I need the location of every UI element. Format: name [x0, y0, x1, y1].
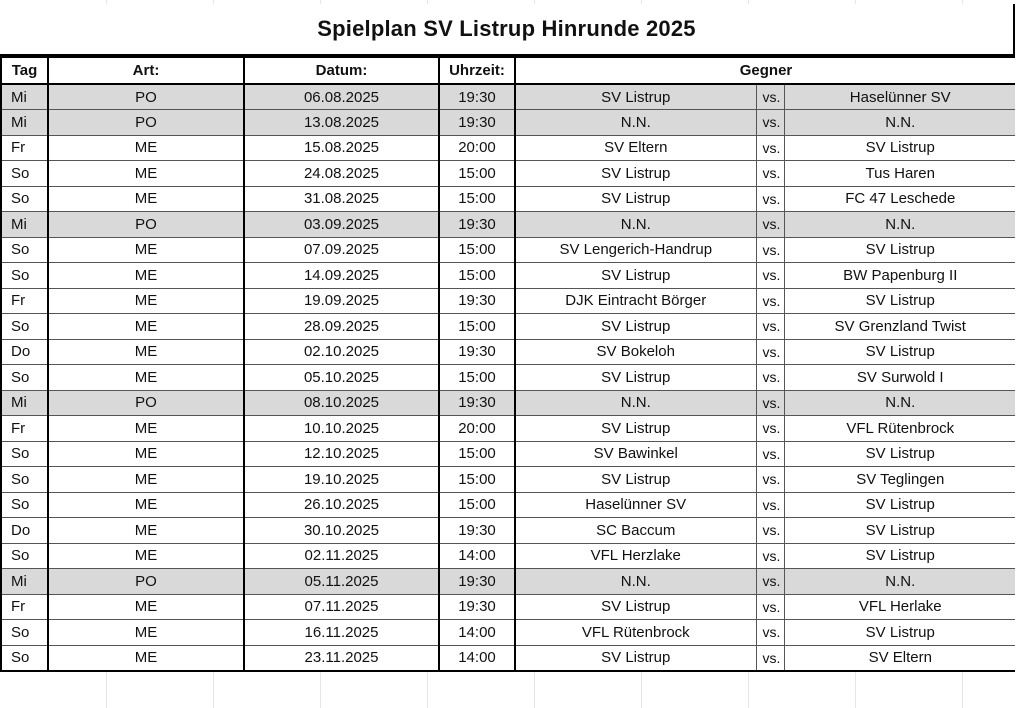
cell-away-team[interactable]: SV Listrup	[784, 620, 1017, 646]
cell-art[interactable]: ME	[48, 161, 244, 187]
cell-vs[interactable]: vs.	[756, 620, 784, 646]
cell-art[interactable]: ME	[48, 263, 244, 289]
cell-away-team[interactable]: SV Eltern	[784, 645, 1017, 671]
cell-away-team[interactable]: SV Listrup	[784, 543, 1017, 569]
cell-away-team[interactable]: N.N.	[784, 110, 1017, 136]
cell-away-team[interactable]: BW Papenburg II	[784, 263, 1017, 289]
cell-vs[interactable]: vs.	[756, 84, 784, 110]
table-row	[1, 416, 1017, 442]
cell-uhrzeit[interactable]: 19:30	[439, 288, 515, 314]
cell-vs[interactable]: vs.	[756, 263, 784, 289]
cell-home-team[interactable]: SV Listrup	[515, 161, 756, 187]
cell-tag[interactable]: Mi	[1, 110, 48, 136]
cell-art[interactable]: ME	[48, 645, 244, 671]
cell-away-team[interactable]: N.N.	[784, 390, 1017, 416]
cell-uhrzeit[interactable]: 15:00	[439, 492, 515, 518]
table-row	[1, 110, 1017, 136]
cell-home-team[interactable]: SV Bokeloh	[515, 339, 756, 365]
cell-tag[interactable]: So	[1, 543, 48, 569]
cell-uhrzeit[interactable]: 14:00	[439, 543, 515, 569]
table-row	[1, 645, 1017, 671]
cell-tag[interactable]: So	[1, 161, 48, 187]
cell-tag[interactable]: Mi	[1, 390, 48, 416]
cell-uhrzeit[interactable]: 15:00	[439, 186, 515, 212]
cell-home-team[interactable]: SV Listrup	[515, 186, 756, 212]
table-row	[1, 569, 1017, 595]
cell-away-team[interactable]: SV Teglingen	[784, 467, 1017, 493]
header-datum[interactable]: Datum:	[244, 57, 439, 84]
cell-tag[interactable]: So	[1, 441, 48, 467]
cell-home-team[interactable]: Haselünner SV	[515, 492, 756, 518]
cell-datum[interactable]: 02.11.2025	[244, 543, 439, 569]
cell-tag[interactable]: So	[1, 263, 48, 289]
cell-art[interactable]: ME	[48, 186, 244, 212]
cell-art[interactable]: ME	[48, 237, 244, 263]
cell-datum[interactable]: 23.11.2025	[244, 645, 439, 671]
table-row	[1, 339, 1017, 365]
cell-vs[interactable]: vs.	[756, 594, 784, 620]
cell-uhrzeit[interactable]: 15:00	[439, 263, 515, 289]
cell-tag[interactable]: Do	[1, 339, 48, 365]
cell-uhrzeit[interactable]: 19:30	[439, 84, 515, 110]
cell-datum[interactable]: 07.09.2025	[244, 237, 439, 263]
cell-away-team[interactable]: VFL Herlake	[784, 594, 1017, 620]
cell-home-team[interactable]: SV Listrup	[515, 314, 756, 340]
cell-home-team[interactable]: SC Baccum	[515, 518, 756, 544]
table-header	[1, 57, 1017, 84]
cell-tag[interactable]: Fr	[1, 288, 48, 314]
cell-home-team[interactable]: SV Bawinkel	[515, 441, 756, 467]
cell-tag[interactable]: So	[1, 645, 48, 671]
cell-datum[interactable]: 07.11.2025	[244, 594, 439, 620]
cell-tag[interactable]: So	[1, 237, 48, 263]
table-row	[1, 620, 1017, 646]
cell-uhrzeit[interactable]: 19:30	[439, 339, 515, 365]
cell-away-team[interactable]: N.N.	[784, 569, 1017, 595]
table-row	[1, 390, 1017, 416]
cell-away-team[interactable]: VFL Rütenbrock	[784, 416, 1017, 442]
cell-tag[interactable]: Do	[1, 518, 48, 544]
cell-uhrzeit[interactable]: 15:00	[439, 161, 515, 187]
table-row	[1, 135, 1017, 161]
cell-away-team[interactable]: SV Listrup	[784, 492, 1017, 518]
header-row	[1, 57, 1017, 84]
table-row	[1, 212, 1017, 238]
cell-tag[interactable]: Fr	[1, 416, 48, 442]
table-row	[1, 237, 1017, 263]
cell-uhrzeit[interactable]: 15:00	[439, 237, 515, 263]
cell-tag[interactable]: Fr	[1, 135, 48, 161]
header-gegner[interactable]: Gegner	[515, 57, 1017, 84]
cell-away-team[interactable]: SV Listrup	[784, 135, 1017, 161]
cell-vs[interactable]: vs.	[756, 237, 784, 263]
cell-away-team[interactable]: SV Listrup	[784, 288, 1017, 314]
cell-vs[interactable]: vs.	[756, 390, 784, 416]
cell-art[interactable]: ME	[48, 365, 244, 391]
cell-away-team[interactable]: SV Surwold I	[784, 365, 1017, 391]
cell-art[interactable]: PO	[48, 390, 244, 416]
cell-uhrzeit[interactable]: 19:30	[439, 110, 515, 136]
cell-home-team[interactable]: SV Listrup	[515, 263, 756, 289]
cell-datum[interactable]: 16.11.2025	[244, 620, 439, 646]
cell-home-team[interactable]: DJK Eintracht Börger	[515, 288, 756, 314]
cell-uhrzeit[interactable]: 15:00	[439, 441, 515, 467]
cell-uhrzeit[interactable]: 15:00	[439, 365, 515, 391]
cell-away-team[interactable]: Tus Haren	[784, 161, 1017, 187]
cell-tag[interactable]: So	[1, 186, 48, 212]
cell-vs[interactable]: vs.	[756, 492, 784, 518]
cell-home-team[interactable]: N.N.	[515, 390, 756, 416]
header-uhrzeit[interactable]: Uhrzeit:	[439, 57, 515, 84]
cell-vs[interactable]: vs.	[756, 416, 784, 442]
cell-art[interactable]: ME	[48, 314, 244, 340]
cell-vs[interactable]: vs.	[756, 161, 784, 187]
cell-art[interactable]: ME	[48, 492, 244, 518]
cell-art[interactable]: PO	[48, 84, 244, 110]
cell-home-team[interactable]: SV Listrup	[515, 84, 756, 110]
cell-datum[interactable]: 30.10.2025	[244, 518, 439, 544]
table-row	[1, 288, 1017, 314]
cell-away-team[interactable]: Haselünner SV	[784, 84, 1017, 110]
cell-datum[interactable]: 05.10.2025	[244, 365, 439, 391]
cell-datum[interactable]: 06.08.2025	[244, 84, 439, 110]
cell-home-team[interactable]: SV Lengerich-Handrup	[515, 237, 756, 263]
table-row	[1, 365, 1017, 391]
cell-art[interactable]: ME	[48, 594, 244, 620]
cell-art[interactable]: ME	[48, 135, 244, 161]
cell-vs[interactable]: vs.	[756, 186, 784, 212]
cell-art[interactable]: ME	[48, 416, 244, 442]
cell-uhrzeit[interactable]: 19:30	[439, 594, 515, 620]
cell-datum[interactable]: 19.09.2025	[244, 288, 439, 314]
table-row	[1, 263, 1017, 289]
table-row	[1, 186, 1017, 212]
cell-uhrzeit[interactable]: 14:00	[439, 620, 515, 646]
table-row	[1, 492, 1017, 518]
cell-home-team[interactable]: SV Listrup	[515, 365, 756, 391]
cell-vs[interactable]: vs.	[756, 314, 784, 340]
cell-art[interactable]: ME	[48, 441, 244, 467]
cell-datum[interactable]: 10.10.2025	[244, 416, 439, 442]
table-row	[1, 84, 1017, 110]
cell-home-team[interactable]: SV Listrup	[515, 645, 756, 671]
cell-art[interactable]: ME	[48, 288, 244, 314]
cell-datum[interactable]: 13.08.2025	[244, 110, 439, 136]
cell-datum[interactable]: 08.10.2025	[244, 390, 439, 416]
cell-uhrzeit[interactable]: 20:00	[439, 416, 515, 442]
cell-datum[interactable]: 12.10.2025	[244, 441, 439, 467]
cell-datum[interactable]: 14.09.2025	[244, 263, 439, 289]
cell-uhrzeit[interactable]: 19:30	[439, 518, 515, 544]
cell-uhrzeit[interactable]: 15:00	[439, 314, 515, 340]
cell-datum[interactable]: 24.08.2025	[244, 161, 439, 187]
cell-datum[interactable]: 02.10.2025	[244, 339, 439, 365]
table-row	[1, 161, 1017, 187]
cell-vs[interactable]: vs.	[756, 135, 784, 161]
cell-home-team[interactable]: SV Listrup	[515, 467, 756, 493]
cell-tag[interactable]: Mi	[1, 212, 48, 238]
cell-home-team[interactable]: SV Listrup	[515, 416, 756, 442]
cell-datum[interactable]: 28.09.2025	[244, 314, 439, 340]
cell-uhrzeit[interactable]: 20:00	[439, 135, 515, 161]
cell-vs[interactable]: vs.	[756, 518, 784, 544]
cell-vs[interactable]: vs.	[756, 441, 784, 467]
cell-uhrzeit[interactable]: 19:30	[439, 569, 515, 595]
cell-uhrzeit[interactable]: 15:00	[439, 467, 515, 493]
cell-datum[interactable]: 15.08.2025	[244, 135, 439, 161]
cell-art[interactable]: PO	[48, 110, 244, 136]
cell-art[interactable]: PO	[48, 569, 244, 595]
cell-vs[interactable]: vs.	[756, 645, 784, 671]
cell-uhrzeit[interactable]: 19:30	[439, 390, 515, 416]
cell-home-team[interactable]: VFL Herzlake	[515, 543, 756, 569]
cell-home-team[interactable]: N.N.	[515, 110, 756, 136]
cell-tag[interactable]: So	[1, 314, 48, 340]
cell-art[interactable]: PO	[48, 212, 244, 238]
cell-art[interactable]: ME	[48, 518, 244, 544]
cell-home-team[interactable]: VFL Rütenbrock	[515, 620, 756, 646]
header-tag[interactable]: Tag	[1, 57, 48, 84]
sheet-edge	[1015, 0, 1024, 708]
cell-art[interactable]: ME	[48, 339, 244, 365]
cell-away-team[interactable]: SV Listrup	[784, 441, 1017, 467]
cell-datum[interactable]: 05.11.2025	[244, 569, 439, 595]
table-row	[1, 441, 1017, 467]
cell-home-team[interactable]: N.N.	[515, 212, 756, 238]
cell-vs[interactable]: vs.	[756, 110, 784, 136]
cell-vs[interactable]: vs.	[756, 212, 784, 238]
table-row	[1, 314, 1017, 340]
cell-away-team[interactable]: N.N.	[784, 212, 1017, 238]
cell-vs[interactable]: vs.	[756, 288, 784, 314]
table-body	[1, 84, 1017, 671]
cell-vs[interactable]: vs.	[756, 339, 784, 365]
cell-datum[interactable]: 26.10.2025	[244, 492, 439, 518]
table-row	[1, 543, 1017, 569]
cell-away-team[interactable]: SV Listrup	[784, 339, 1017, 365]
cell-vs[interactable]: vs.	[756, 569, 784, 595]
cell-away-team[interactable]: SV Listrup	[784, 237, 1017, 263]
cell-art[interactable]: ME	[48, 543, 244, 569]
cell-tag[interactable]: So	[1, 467, 48, 493]
cell-tag[interactable]: So	[1, 620, 48, 646]
table-row	[1, 518, 1017, 544]
cell-vs[interactable]: vs.	[756, 365, 784, 391]
cell-home-team[interactable]: SV Listrup	[515, 594, 756, 620]
cell-datum[interactable]: 19.10.2025	[244, 467, 439, 493]
cell-uhrzeit[interactable]: 14:00	[439, 645, 515, 671]
cell-away-team[interactable]: SV Listrup	[784, 518, 1017, 544]
cell-vs[interactable]: vs.	[756, 543, 784, 569]
cell-datum[interactable]: 03.09.2025	[244, 212, 439, 238]
cell-art[interactable]: ME	[48, 467, 244, 493]
cell-tag[interactable]: So	[1, 365, 48, 391]
page-title: Spielplan SV Listrup Hinrunde 2025	[0, 4, 1015, 56]
table-row	[1, 467, 1017, 493]
table-row	[1, 594, 1017, 620]
cell-uhrzeit[interactable]: 19:30	[439, 212, 515, 238]
header-art[interactable]: Art:	[48, 57, 244, 84]
cell-tag[interactable]: Mi	[1, 569, 48, 595]
cell-home-team[interactable]: SV Eltern	[515, 135, 756, 161]
cell-away-team[interactable]: SV Grenzland Twist	[784, 314, 1017, 340]
cell-tag[interactable]: Fr	[1, 594, 48, 620]
cell-art[interactable]: ME	[48, 620, 244, 646]
cell-away-team[interactable]: FC 47 Leschede	[784, 186, 1017, 212]
cell-datum[interactable]: 31.08.2025	[244, 186, 439, 212]
cell-home-team[interactable]: N.N.	[515, 569, 756, 595]
cell-tag[interactable]: So	[1, 492, 48, 518]
cell-vs[interactable]: vs.	[756, 467, 784, 493]
schedule-table	[0, 56, 1018, 672]
cell-tag[interactable]: Mi	[1, 84, 48, 110]
